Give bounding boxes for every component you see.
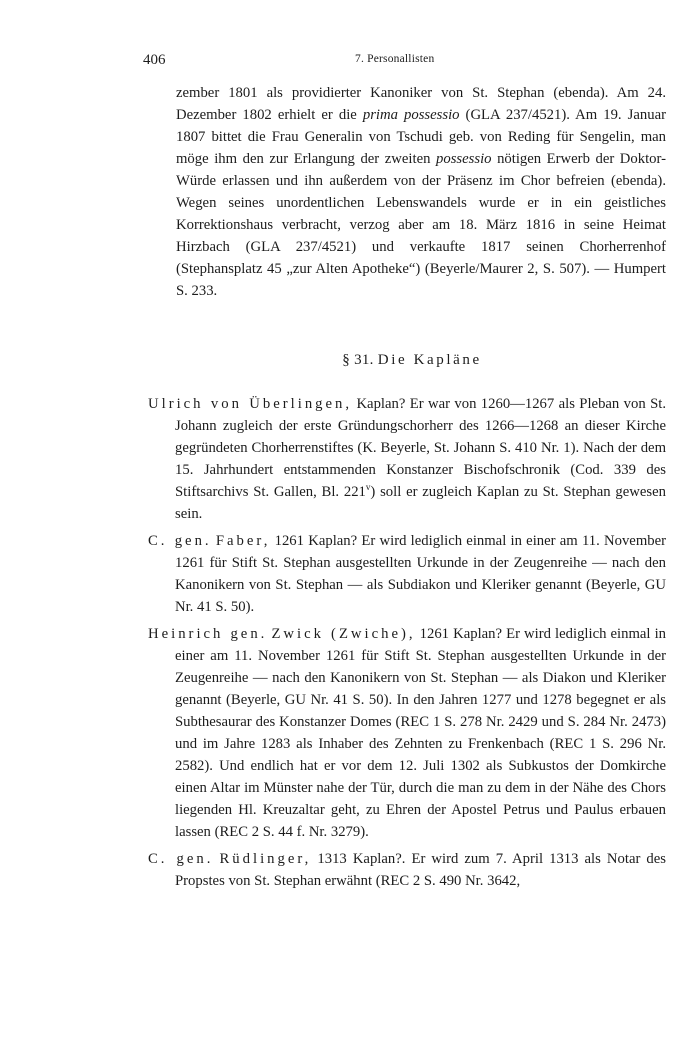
entry-prefix: C. gen.: [148, 851, 214, 867]
continuation-italic-1: prima possessio: [362, 107, 460, 123]
entry-ruedlinger: [148, 848, 666, 892]
entry-name: Ulrich von Überlingen,: [148, 396, 353, 412]
entry-name: Rüdlinger,: [219, 851, 312, 867]
entry-ulrich: [148, 393, 666, 525]
entry-name: Zwick (Zwiche),: [271, 626, 416, 642]
section-heading: [62, 352, 700, 369]
entry-faber: [148, 530, 666, 618]
entry-superscript: v: [365, 482, 371, 493]
continuation-text-3: nötigen Erwerb der Doktor-Würde erlassen und ihn außerdem von der Präsenz im Chor befreien (ebenda). Wegen seines unordentlichen Lebenswandels wurde er in ein geistliches Korrektionshaus verbracht, verzog aber am 18. März 1816 in seine Heimat Hirzbach (GLA 237/4521) und verkaufte 1817 seinen Chorherrenhof (Stephansplatz 45 „zur Alten Apotheke“) (Beyerle/Maurer 2, S. 507). — Humpert S. 233.: [176, 151, 666, 299]
entry-prefix: Heinrich gen.: [148, 626, 268, 642]
entry-list: [148, 393, 666, 897]
entry-text: Kaplan? Er war von 1260—1267 als Pleban von St. Johann zugleich der erste Gründungschorherr des 1266—1268 an dieser Kirche gegründeten Chorherrenstiftes (K. Beyerle, St. Johann S. 410 Nr. 1). Nach der dem 15. Jahrhundert entstammenden Konstanzer Bischofschronik (Cod. 339 des Stiftsarchivs St. Gallen, Bl. 221: [175, 396, 666, 500]
continuation-paragraph: [176, 82, 666, 302]
section-number: § 31.: [342, 352, 374, 368]
continuation-text-2: (GLA 237/4521). Am 19. Januar 1807 bittet die Frau Generalin von Tschudi geb. von Reding für Sengelin, man möge ihm den zur Erlangung der zweiten: [176, 107, 666, 167]
entry-name: Faber,: [215, 533, 271, 549]
entry-text-continued: ) soll er zugleich Kaplan zu St. Stephan gewesen sein.: [175, 484, 666, 522]
running-head: 7. Personallisten: [355, 53, 435, 65]
entry-zwick: [148, 623, 666, 843]
continuation-italic-2: possessio: [436, 151, 492, 167]
page-number: 406: [143, 52, 166, 68]
section-title: Die Kapläne: [377, 352, 482, 368]
entry-text: 1313 Kaplan?. Er wird zum 7. April 1313 als Notar des Propstes von St. Stephan erwähnt (REC 2 S. 490 Nr. 3642,: [175, 851, 666, 889]
continuation-text-1: zember 1801 als providierter Kanoniker von St. Stephan (ebenda). Am 24. Dezember 1802 erhielt er die: [176, 85, 666, 123]
entry-text: 1261 Kaplan? Er wird lediglich einmal in einer am 11. November 1261 für Stift St. Stephan ausgestellten Urkunde in der Zeugenreihe — nach den Kanonikern von St. Stephan — als Diakon und Kleriker genannt (Beyerle, GU Nr. 41 S. 50). In den Jahren 1277 und 1278 begegnet er als Subthesaurar des Konstanzer Domes (REC 1 S. 278 Nr. 2429 und S. 284 Nr. 2473) und im Jahre 1283 als Inhaber des Zehnten zu Frenkenbach (REC 1 S. 296 Nr. 2582). Und endlich hat er vor dem 12. Juli 1302 als Subkustos der Domkirche einen Altar im Münster nahe der Tür, durch die man zu dem in der Nähe des Chors liegenden Hl. Kreuzaltar geht, zu Ehren der Apostel Petrus und Paulus erbauen lassen (REC 2 S. 44 f. Nr. 3279).: [175, 626, 667, 840]
entry-prefix: C. gen.: [148, 533, 212, 549]
entry-text: 1261 Kaplan? Er wird lediglich einmal in einer am 11. November 1261 für Stift St. Stephan ausgestellten Urkunde in der Zeugenreihe — nach den Kanonikern von St. Stephan — als Subdiakon und Kleriker genannt (Beyerle, GU Nr. 41 S. 50).: [175, 533, 666, 615]
